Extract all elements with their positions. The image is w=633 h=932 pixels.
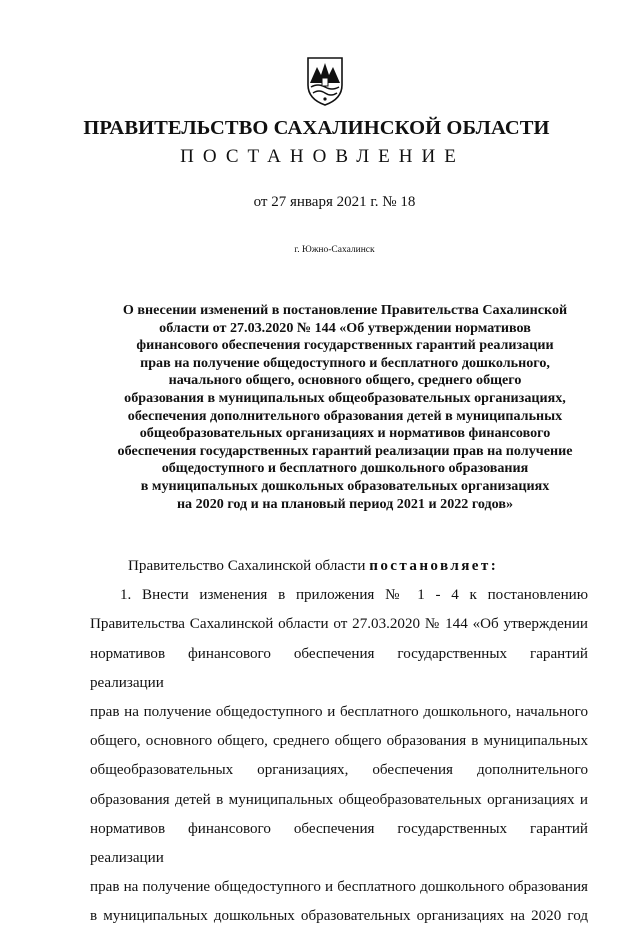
subject-line: общеобразовательных организациях и нормативов финансового (139, 425, 551, 442)
subject-line: общедоступного и бесплатного дошкольного образования (161, 460, 529, 477)
subject-line: на 2020 год и на плановый период 2021 и 2022 годов» (176, 495, 514, 512)
subject-line: О внесении изменений в постановление Правительства Сахалинской (122, 302, 568, 318)
preamble-text: Правительство Сахалинской области (128, 558, 366, 574)
subject-line: прав на получение общедоступного и бесплатного дошкольного, (140, 354, 550, 371)
paragraph-line: 1. Внести изменения в приложения № 1 - 4 к постановлению (120, 587, 588, 604)
paragraph-line: образования детей в муниципальных общеобразовательных организациях и (90, 791, 588, 808)
subject-line: обеспечения дополнительного образования детей в муниципальных (127, 407, 563, 424)
subject-line: начального общего, основного общего, среднего общего (168, 372, 522, 389)
paragraph-line: прав на получение общедоступного и бесплатного дошкольного образования (90, 879, 588, 896)
paragraph-line: нормативов финансового обеспечения государственных гарантий реализации (90, 645, 588, 691)
preamble (90, 552, 588, 581)
paragraph-line: прав на получение общедоступного и бесплатного дошкольного, начального (90, 704, 588, 721)
document-date-number: от 27 января 2021 г. № 18 (253, 194, 416, 210)
subject-line: области от 27.03.2020 № 144 «Об утверждении нормативов (159, 319, 531, 336)
subject-line: обеспечения государственных гарантий реализации прав на получение (117, 442, 573, 459)
document-subject (95, 302, 595, 513)
organization-title: ПРАВИТЕЛЬСТВО САХАЛИНСКОЙ ОБЛАСТИ (83, 117, 550, 139)
paragraph-line: общего, основного общего, среднего общего образования в муниципальных (90, 733, 588, 750)
document-body (90, 552, 588, 932)
paragraph-line: общеобразовательных организациях, обеспечения дополнительного (90, 762, 588, 779)
paragraph-line: в муниципальных дошкольных образовательных организациях на 2020 год (90, 908, 588, 925)
paragraph-line: Правительства Сахалинской области от 27.03.2020 № 144 «Об утверждении (90, 616, 588, 633)
sakhalin-coat-of-arms-icon (305, 55, 345, 107)
document-type: ПОСТАНОВЛЕНИЕ (180, 146, 465, 167)
preamble-verb: постановляет: (369, 558, 499, 574)
subject-line: образования в муниципальных общеобразовательных организациях, (124, 389, 566, 406)
paragraph-line: нормативов финансового обеспечения государственных гарантий реализации (90, 820, 588, 867)
subject-line: финансового обеспечения государственных гарантий реализации (136, 337, 554, 354)
subject-line: в муниципальных дошкольных образовательных организациях (140, 477, 550, 494)
document-city: г. Южно-Сахалинск (294, 245, 375, 255)
